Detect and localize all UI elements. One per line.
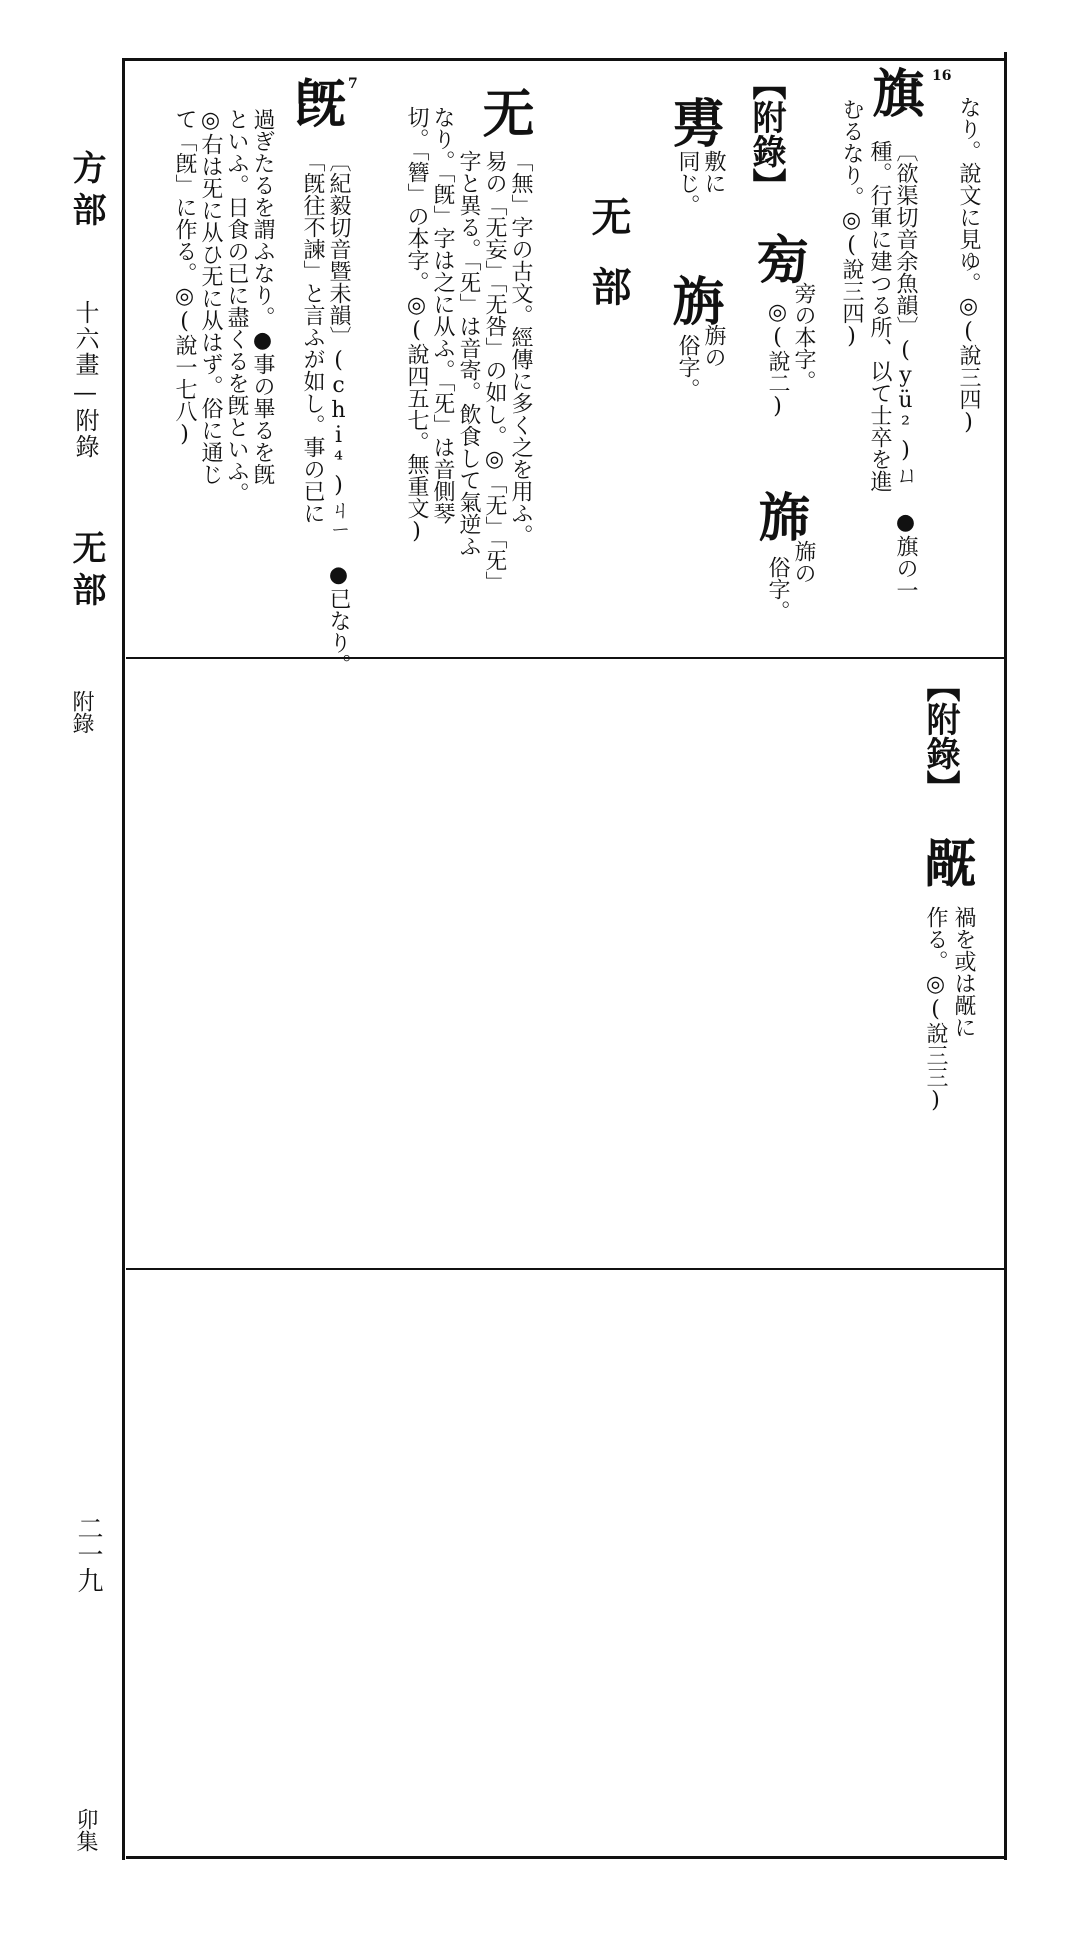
ji-definition-line-3: 過ぎたるを謂ふなり。●事の畢るを旣: [250, 108, 275, 485]
ji-stroke-count: 7: [348, 76, 358, 92]
margin-section-title: 方部: [66, 150, 106, 234]
you-definition-line-2: 俗字。: [675, 334, 700, 400]
qi-definition-line-1: 〔欲渠切音余魚韻〕(yü²)ㄩ ●旗の一: [893, 140, 918, 601]
ji-definition-line-6: て「旣」に作る。◎(說一七八): [172, 108, 197, 447]
headword-kai: 旤: [915, 836, 976, 888]
appendix-label: 【附錄】: [746, 66, 786, 202]
ji-definition-line-1: 〔紀毅切音暨未韻〕(chi⁴)ㄐㄧ ●已なり。: [326, 150, 351, 676]
margin-appendix: 附錄: [69, 690, 94, 734]
wu-section-heading: 无部: [585, 196, 632, 336]
qi-definition-line-2: 種。行軍に建つる所、以て士卒を進: [867, 140, 892, 492]
margin-section2-title: 无部: [66, 530, 106, 614]
ji-definition-line-2: 「旣往不諫」と言ふが如し。事の已に: [300, 150, 325, 524]
shi-definition-line-2: 俗字。: [765, 556, 790, 622]
headword-pang: 㫄: [747, 232, 808, 284]
wu-definition-line-1: 「無」字の古文。經傳に多く之を用ふ。: [508, 150, 533, 546]
pang-definition-line-2: ◎(說二): [765, 300, 790, 419]
entry-continuation-text: なり。說文に見ゆ。◎(說三四): [956, 96, 981, 435]
page-number: 二一九: [73, 1515, 103, 1593]
row-divider-upper: [126, 657, 1004, 659]
kai-definition-line-1: 禍を或は旤に: [951, 906, 976, 1038]
shi-definition-line-1: 旆の: [791, 540, 816, 584]
wu-definition-line-4: なり。「旣」字は之に从ふ。「旡」は音側琴: [430, 106, 455, 524]
appendix-label-2: 【附錄】: [920, 668, 960, 804]
frame-right-rule: [1004, 52, 1007, 1860]
wu-definition-line-2: 易の「无妄」「无咎」の如し。◎「无」「旡」: [482, 150, 507, 593]
frame-top-rule: [122, 58, 1006, 61]
ji-definition-line-4: といふ。日食の已に盡くるを旣といふ。: [224, 108, 249, 504]
you-definition-line-1: 旃の: [701, 324, 726, 368]
headword-you: 旃: [663, 274, 724, 326]
qi-stroke-count: 16: [932, 68, 952, 84]
kai-definition-line-2: 作る。◎(說三三): [923, 906, 948, 1113]
headword-wu: 无: [473, 86, 534, 138]
fu-definition-line-1: 敷に: [701, 150, 726, 194]
fu-definition-line-2: 同じ。: [675, 150, 700, 216]
headword-shi: 旆: [749, 490, 810, 542]
qi-definition-line-3: むるなり。◎(說三四): [839, 98, 864, 349]
pang-definition-line-1: 旁の本字。: [791, 282, 816, 392]
frame-left-rule: [122, 60, 125, 1860]
wu-definition-line-5: 切。「簪」の本字。◎(說四五七。無重文): [404, 106, 429, 544]
wu-definition-line-3: 字と異る。「旡」は音寄。飲食して氣逆ふ: [456, 150, 481, 557]
headword-fu: 旉: [663, 96, 724, 148]
volume-label: 卯集: [73, 1808, 98, 1852]
row-divider-lower: [126, 1268, 1004, 1270]
frame-bottom-rule: [126, 1856, 1006, 1859]
headword-qi: 旗: [863, 66, 924, 118]
headword-ji: 旣: [285, 76, 346, 128]
ji-definition-line-5: ◎右は旡に从ひ无に从はず。俗に通じ: [198, 108, 223, 485]
margin-strokes-range: 十六畫—附錄: [71, 300, 99, 460]
